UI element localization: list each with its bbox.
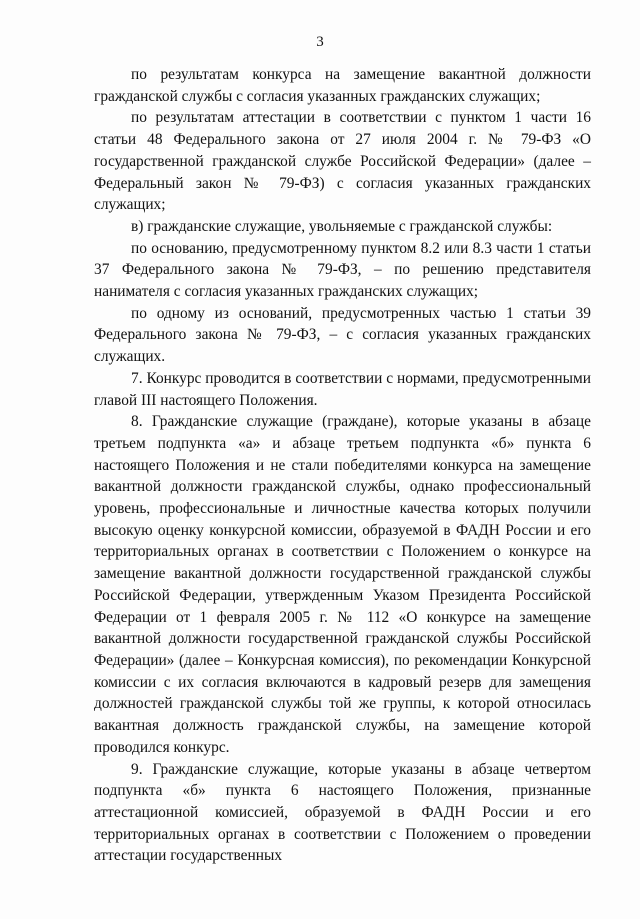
document-body xyxy=(94,64,591,867)
paragraph-item-v: в) гражданские служащие, увольняемые с гражданской службы: xyxy=(131,217,553,235)
paragraph-9: 9. Гражданские служащие, которые указаны в абзаце четвертом подпункта «б» пункта 6 настоящего Положения, признанные аттестационной комиссией, образуемой в ФАДН России и его территориальных органах в соответствии с Положением о проведении аттестации государственных xyxy=(94,760,591,865)
page-number: 3 xyxy=(316,34,324,50)
paragraph-7: 7. Конкурс проводится в соответствии с нормами, предусмотренными главой III настоящего Положения. xyxy=(94,369,591,409)
paragraph-dismissal-8-2: по основанию, предусмотренному пунктом 8.2 или 8.3 части 1 статьи 37 Федерального закона № 79-ФЗ, – по решению представителя нанимателя с согласия указанных гражданских служащих; xyxy=(94,239,591,301)
paragraph-contest-results: по результатам конкурса на замещение вакантной должности гражданской службы с согласия указанных гражданских служащих; xyxy=(94,66,591,105)
paragraph-attestation-results: по результатам аттестации в соответствии с пунктом 1 части 16 статьи 48 Федерального закона от 27 июля 2004 г. № 79-ФЗ «О государственной гражданской службе Российской Федерации» (далее – Федеральный закон № 79-ФЗ) с согласия указанных гражданских служащих; xyxy=(94,109,591,214)
paragraph-8: 8. Гражданские служащие (граждане), которые указаны в абзаце третьем подпункта «а» и абзаце третьем подпункта «б» пункта 6 настоящего Положения и не стали победителями конкурса на замещение вакантной должности гражданской службы, однако профессиональный уровень, профессиональные и личностные качества которых получили высокую оценку конкурсной комиссии, образуемой в ФАДН России и его территориальных органах в соответствии с Положением о конкурсе на замещение вакантной должности государственной гражданской службы Российской Федерации, утвержденным Указом Президента Российской Федерации от 1 февраля 2005 г. № 112 «О конкурсе на замещение вакантной должности государственной гражданской службы Российской Федерации» (далее – Конкурсная комиссия), по рекомендации Конкурсной комиссии с их согласия включаются в кадровый резерв для замещения должностей гражданской службы той же группы, к которой относилась вакантная должность гражданской службы, на замещение которой проводился конкурс. xyxy=(94,413,591,756)
paragraph-dismissal-article-39: по одному из оснований, предусмотренных частью 1 статьи 39 Федерального закона № 79-ФЗ, – с согласия указанных гражданских служащих. xyxy=(94,304,591,366)
